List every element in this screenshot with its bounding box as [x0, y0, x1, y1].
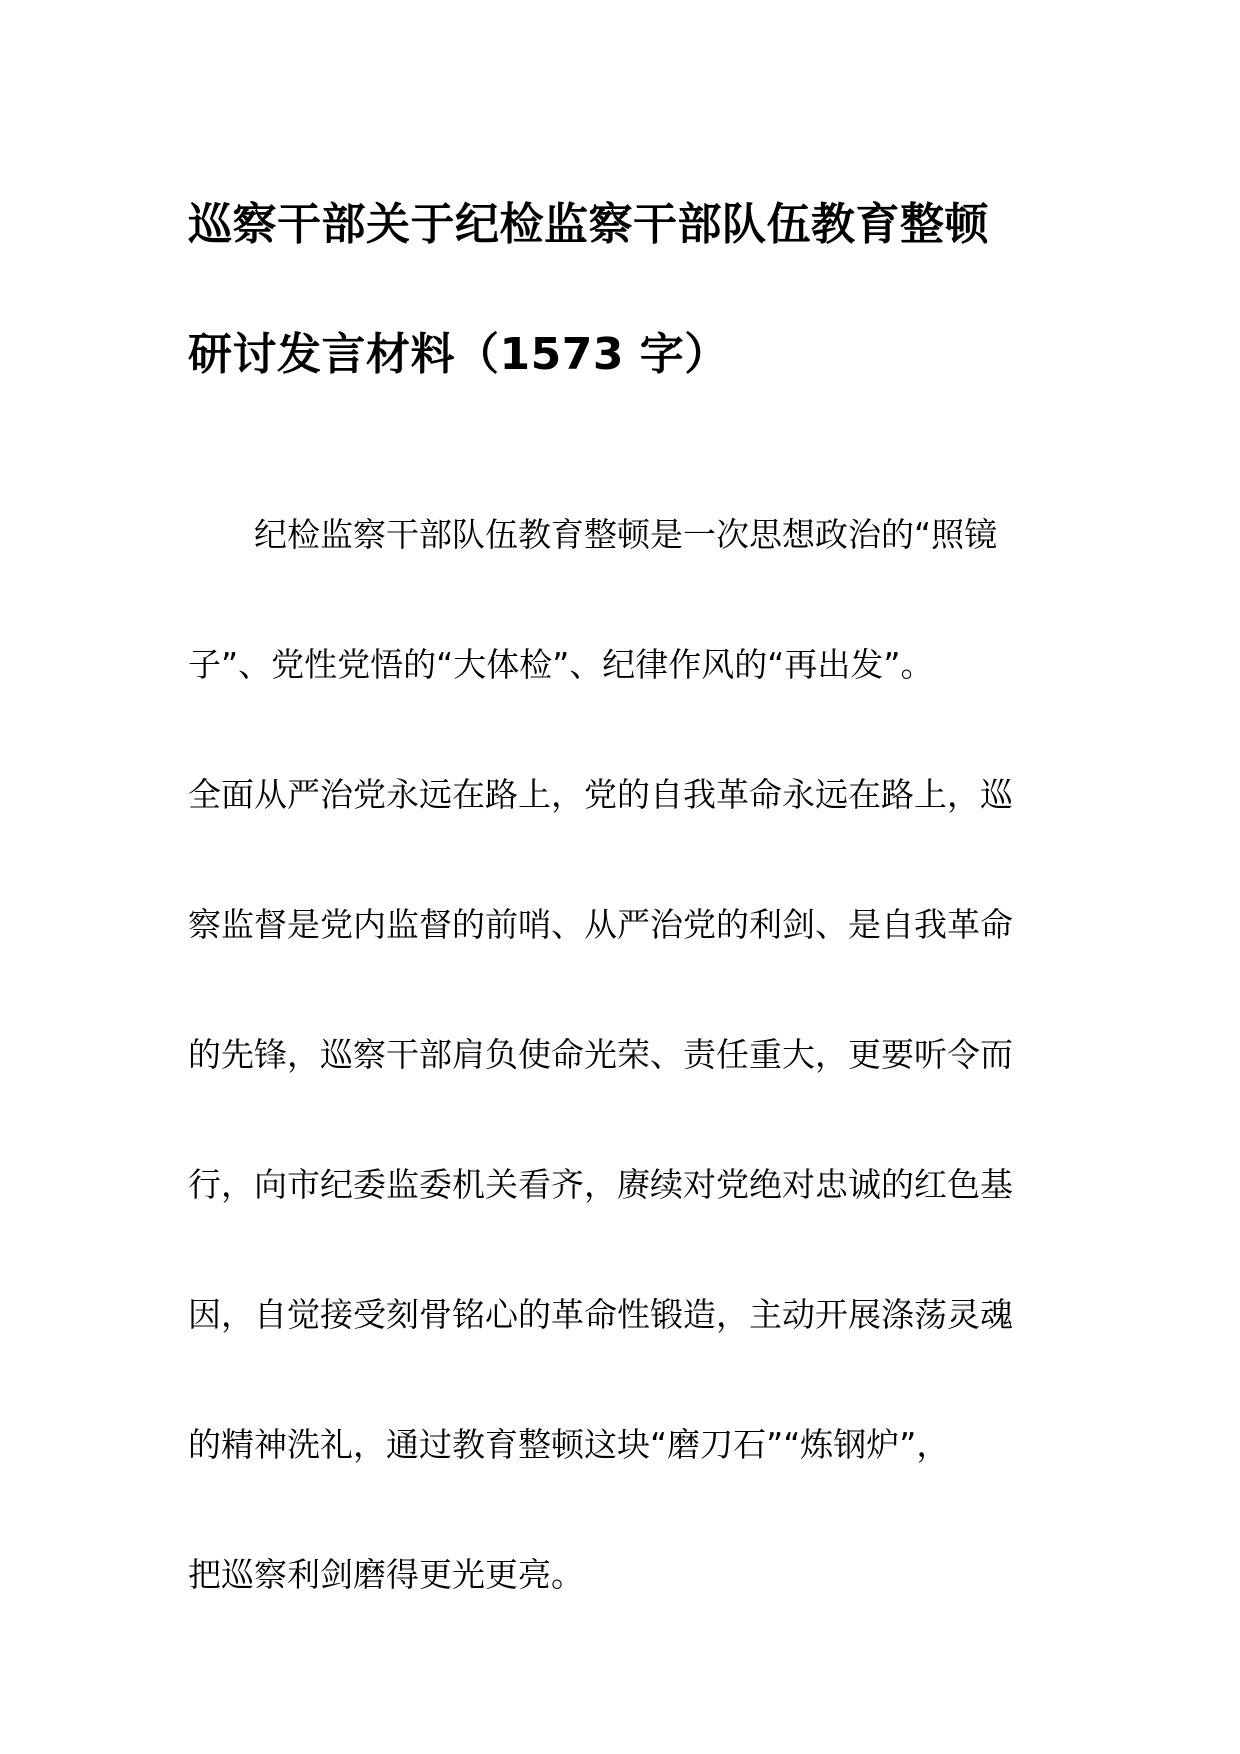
body-paragraph [188, 470, 1038, 1640]
title-line-1: 巡察干部关于纪检监察干部队伍教育整顿 [188, 199, 989, 250]
title-line-2: 研讨发言材料（1573 字） [188, 329, 729, 380]
document-title [188, 160, 1068, 420]
body-line-2: 子”、党性党悟的“大体检”、纪律作风的“再出发”。 [188, 645, 934, 684]
body-line-4: 察监督是党内监督的前哨、从严治党的利剑、是自我革命 [188, 905, 1013, 944]
body-line-5: 的先锋，巡察干部肩负使命光荣、责任重大，更要听令而 [188, 1035, 1013, 1074]
body-line-1: 纪检监察干部队伍教育整顿是一次思想政治的“照镜 [254, 515, 998, 554]
body-line-8: 的精神洗礼，通过教育整顿这块“磨刀石”“炼钢炉”， [188, 1425, 950, 1464]
body-line-7: 因，自觉接受刻骨铭心的革命性锻造，主动开展涤荡灵魂 [188, 1295, 1013, 1334]
body-line-3: 全面从严治党永远在路上，党的自我革命永远在路上，巡 [188, 775, 1013, 814]
body-line-6: 行，向市纪委监委机关看齐，赓续对党绝对忠诚的红色基 [188, 1165, 1013, 1204]
body-line-9: 把巡察利剑磨得更光更亮。 [188, 1555, 584, 1594]
